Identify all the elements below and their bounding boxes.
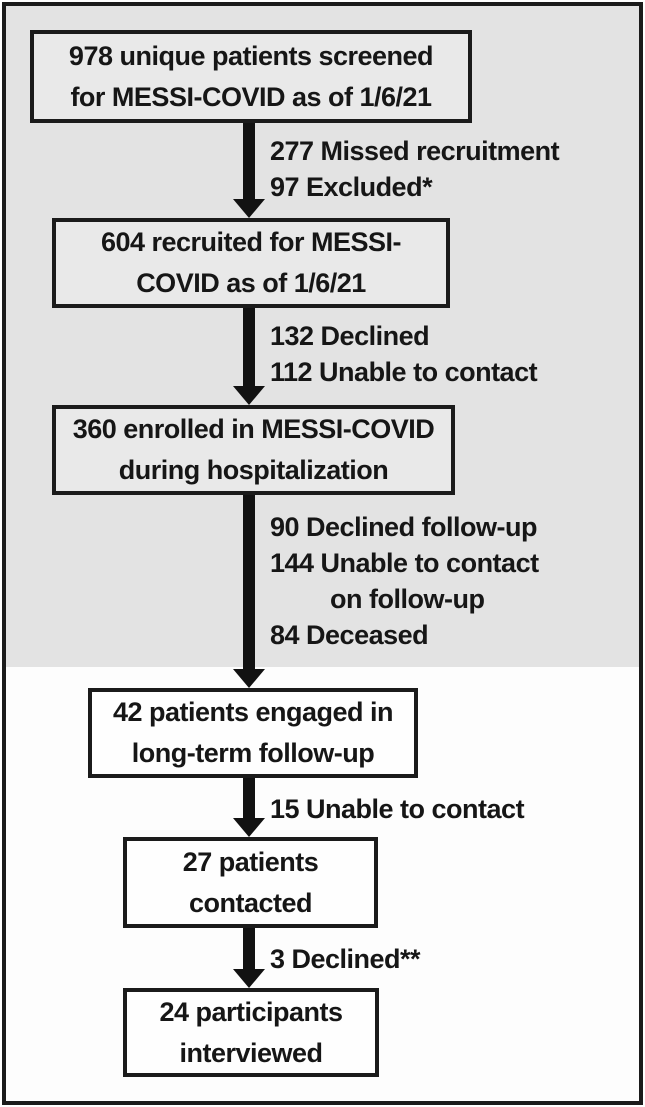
flow-box-interviewed-line2: interviewed: [179, 1037, 323, 1068]
edge-label-line: 277 Missed recruitment: [270, 136, 560, 166]
flow-box-followup-line2: long-term follow-up: [131, 738, 375, 768]
flow-arrow-followup-to-contacted: [233, 778, 265, 837]
flow-box-interviewed: [123, 988, 379, 1077]
arrow-head-icon: [233, 199, 265, 218]
flow-box-recruited: [52, 218, 450, 308]
edge-label-line: 132 Declined: [270, 321, 430, 351]
edge-label-line: 144 Unable to contact: [270, 548, 539, 578]
edge-label-line: 15 Unable to contact: [270, 794, 525, 824]
arrow-stem: [243, 123, 255, 199]
flow-box-screened: [30, 30, 472, 123]
flow-box-recruited-line2: COVID as of 1/6/21: [136, 268, 366, 298]
flow-box-followup-line1: 42 patients engaged in: [112, 697, 394, 727]
arrow-head-icon: [233, 818, 265, 837]
flow-box-enrolled-line1: 360 enrolled in MESSI-COVID: [72, 414, 435, 444]
edge-label-recruited-to-enrolled: [270, 318, 537, 390]
flow-box-screened-line1: 978 unique patients screened: [68, 40, 434, 71]
edge-label-line: on follow-up: [330, 584, 485, 614]
edge-label-line: 84 Deceased: [270, 620, 429, 650]
edge-label-contacted-to-interviewed: [270, 941, 420, 977]
flow-arrow-screened-to-recruited: [233, 123, 265, 218]
edge-label-line: 3 Declined**: [270, 944, 421, 974]
flow-box-interviewed-line1: 24 participants: [159, 996, 343, 1027]
edge-label-followup-to-contacted: [270, 791, 524, 827]
flow-box-contacted: [123, 837, 378, 928]
arrow-stem: [243, 778, 255, 818]
flow-box-contacted-line1: 27 patients: [182, 846, 319, 877]
edge-label-enrolled-to-followup: [270, 509, 539, 653]
flow-arrow-contacted-to-interviewed: [233, 928, 265, 988]
flow-arrow-recruited-to-enrolled: [233, 308, 265, 405]
flow-box-recruited-line1: 604 recruited for MESSI-: [100, 227, 402, 257]
arrow-stem: [243, 495, 255, 669]
arrow-stem: [243, 928, 255, 969]
arrow-head-icon: [233, 386, 265, 405]
edge-label-screened-to-recruited: [270, 133, 559, 205]
flow-box-enrolled-line2: during hospitalization: [118, 455, 389, 485]
edge-label-line: 90 Declined follow-up: [270, 512, 538, 542]
arrow-head-icon: [233, 969, 265, 988]
flowchart-frame: [2, 2, 643, 1105]
edge-label-line: 112 Unable to contact: [270, 357, 538, 387]
arrow-stem: [243, 308, 255, 386]
flow-box-screened-line2: for MESSI-COVID as of 1/6/21: [70, 81, 432, 112]
arrow-head-icon: [233, 669, 265, 688]
flow-box-contacted-line2: contacted: [188, 887, 313, 918]
flow-arrow-enrolled-to-followup: [233, 495, 265, 688]
flow-box-followup: [88, 688, 418, 778]
edge-label-line: 97 Excluded*: [270, 172, 433, 202]
flow-box-enrolled: [52, 405, 455, 495]
